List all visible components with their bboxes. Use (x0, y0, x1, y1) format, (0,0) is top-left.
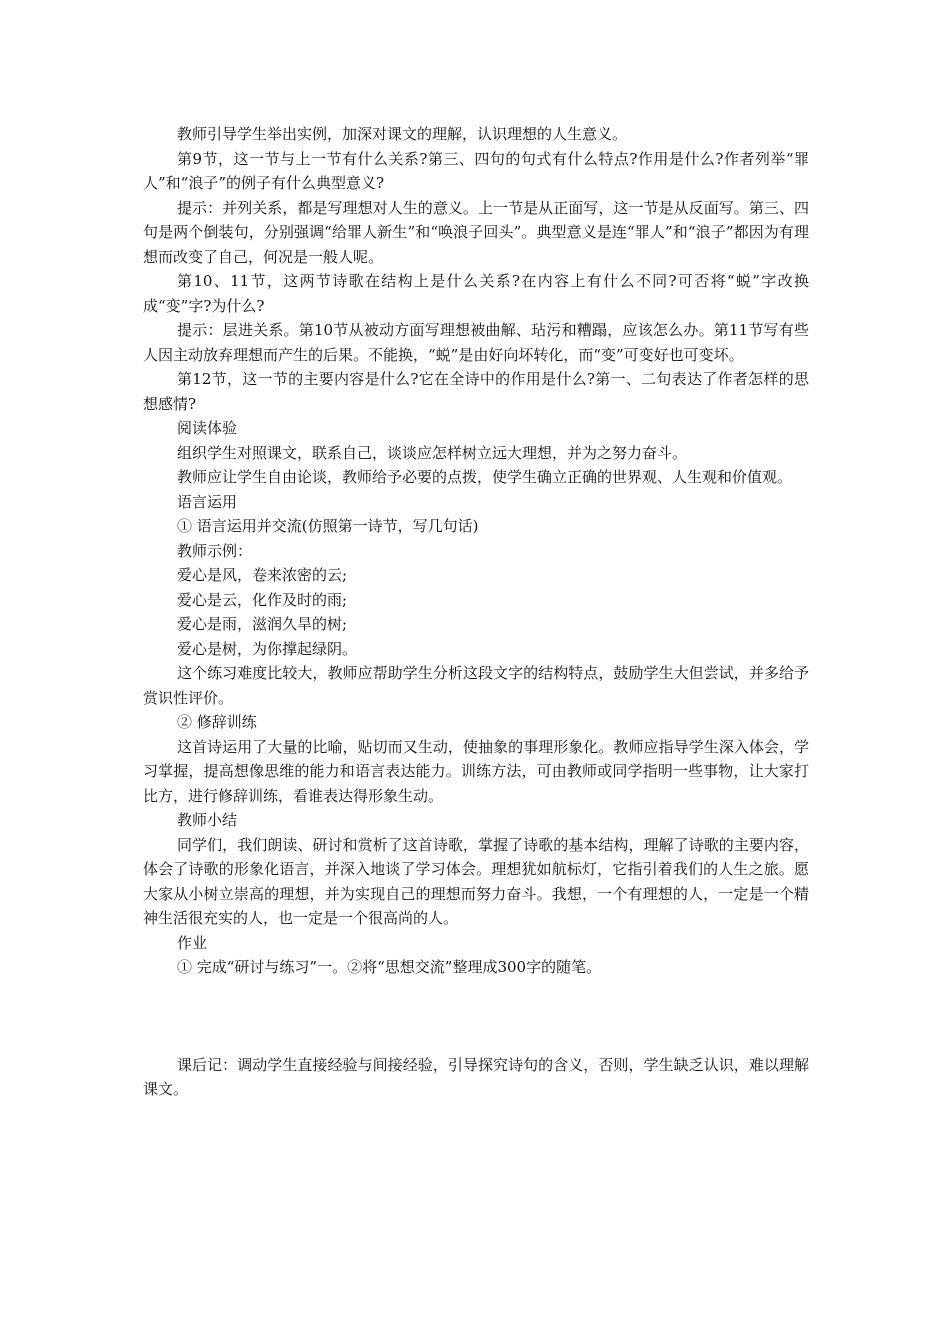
paragraph-section10-11-question: 第10、11节，这两节诗歌在结构上是什么关系?在内容上有什么不同?可否将“蜕”字改换成“变”字?为什么? (143, 272, 809, 315)
paragraph-afterword: 课后记：调动学生直接经验与间接经验，引导探究诗句的含义，否则，学生缺乏认识，难以理解课文。 (143, 1055, 809, 1098)
poem-line-2: 爱心是云，化作及时的雨; (177, 590, 348, 609)
item-language-exchange: ① 语言运用并交流(仿照第一诗节，写几句话) (177, 517, 479, 535)
paragraph-exercise-difficulty: 这个练习难度比较大，教师应帮助学生分析这段文字的结构特点，鼓励学生大但尝试，并多给予赏识性评价。 (143, 664, 809, 707)
paragraph-section12-question: 第12节，这一节的主要内容是什么?它在全诗中的作用是什么?第一、二句表达了作者怎样的思想感情? (143, 370, 809, 413)
paragraph-metaphor-training: 这首诗运用了大量的比喻，贴切而又生动，使抽象的事理形象化。教师应指导学生深入体会，学习掌握，提高想像思维的能力和语言表达能力。训练方法，可由教师或同学指明一些事物，让大家打比方，进行修辞训练，看谁表达得形象生动。 (143, 737, 809, 805)
poem-line-3: 爱心是雨，滋润久旱的树; (177, 615, 348, 633)
paragraph-organize-students: 组织学生对照课文，联系自己，谈谈应怎样树立远大理想，并为之努力奋斗。 (177, 443, 688, 462)
document-page (143, 122, 809, 1102)
label-teacher-example: 教师示例： (177, 541, 253, 560)
heading-language-use: 语言运用 (177, 492, 238, 511)
paragraph-summary: 同学们，我们朗读、研讨和赏析了这首诗歌，掌握了诗歌的基本结构，理解了诗歌的主要内容，体会了诗歌的形象化语言，并深入地谈了学习体会。理想犹如航标灯，它指引着我们的人生之旅。愿大家从小树立崇高的理想，并为实现自己的理想而努力奋斗。我想，一个有理想的人，一定是一个精神生活很充实的人，也一定是一个很高尚的人。 (143, 835, 809, 927)
item-rhetoric-training: ② 修辞训练 (177, 713, 257, 731)
paragraph-teacher-discussion: 教师应让学生自由论谈，教师给予必要的点拨，使学生确立正确的世界观、人生观和价值观。 (177, 468, 793, 486)
paragraph-section9-question: 第9节，这一节与上一节有什么关系?第三、四句的句式有什么特点?作用是什么?作者列举“罪人”和“浪子”的例子有什么典型意义? (143, 149, 809, 192)
heading-teacher-summary: 教师小结 (177, 811, 238, 829)
heading-homework: 作业 (177, 933, 208, 952)
spacer (143, 980, 809, 1053)
paragraph-homework-items: ① 完成“研讨与练习”一。②将“思想交流”整理成300字的随笔。 (177, 958, 602, 976)
paragraph-section9-hint: 提示：并列关系，都是写理想对人生的意义。上一节是从正面写，这一节是从反面写。第三、四句是两个倒装句，分别强调“给罪人新生”和“唤浪子回头”。典型意义是连“罪人”和“浪子”都因为有理想而改变了自己，何况是一般人呢。 (143, 198, 809, 266)
poem-line-1: 爱心是风，卷来浓密的云; (177, 566, 348, 584)
paragraph-section10-11-hint: 提示：层进关系。第10节从被动方面写理想被曲解、玷污和糟蹋，应该怎么办。第11节写有些人因主动放弃理想而产生的后果。不能换，“蜕”是由好向坏转化，而“变”可变好也可变坏。 (143, 321, 809, 364)
heading-reading-experience: 阅读体验 (177, 419, 238, 437)
paragraph-example-instruction: 教师引导学生举出实例，加深对课文的理解，认识理想的人生意义。 (177, 125, 628, 143)
poem-line-4: 爱心是树，为你撑起绿阴。 (177, 639, 358, 658)
